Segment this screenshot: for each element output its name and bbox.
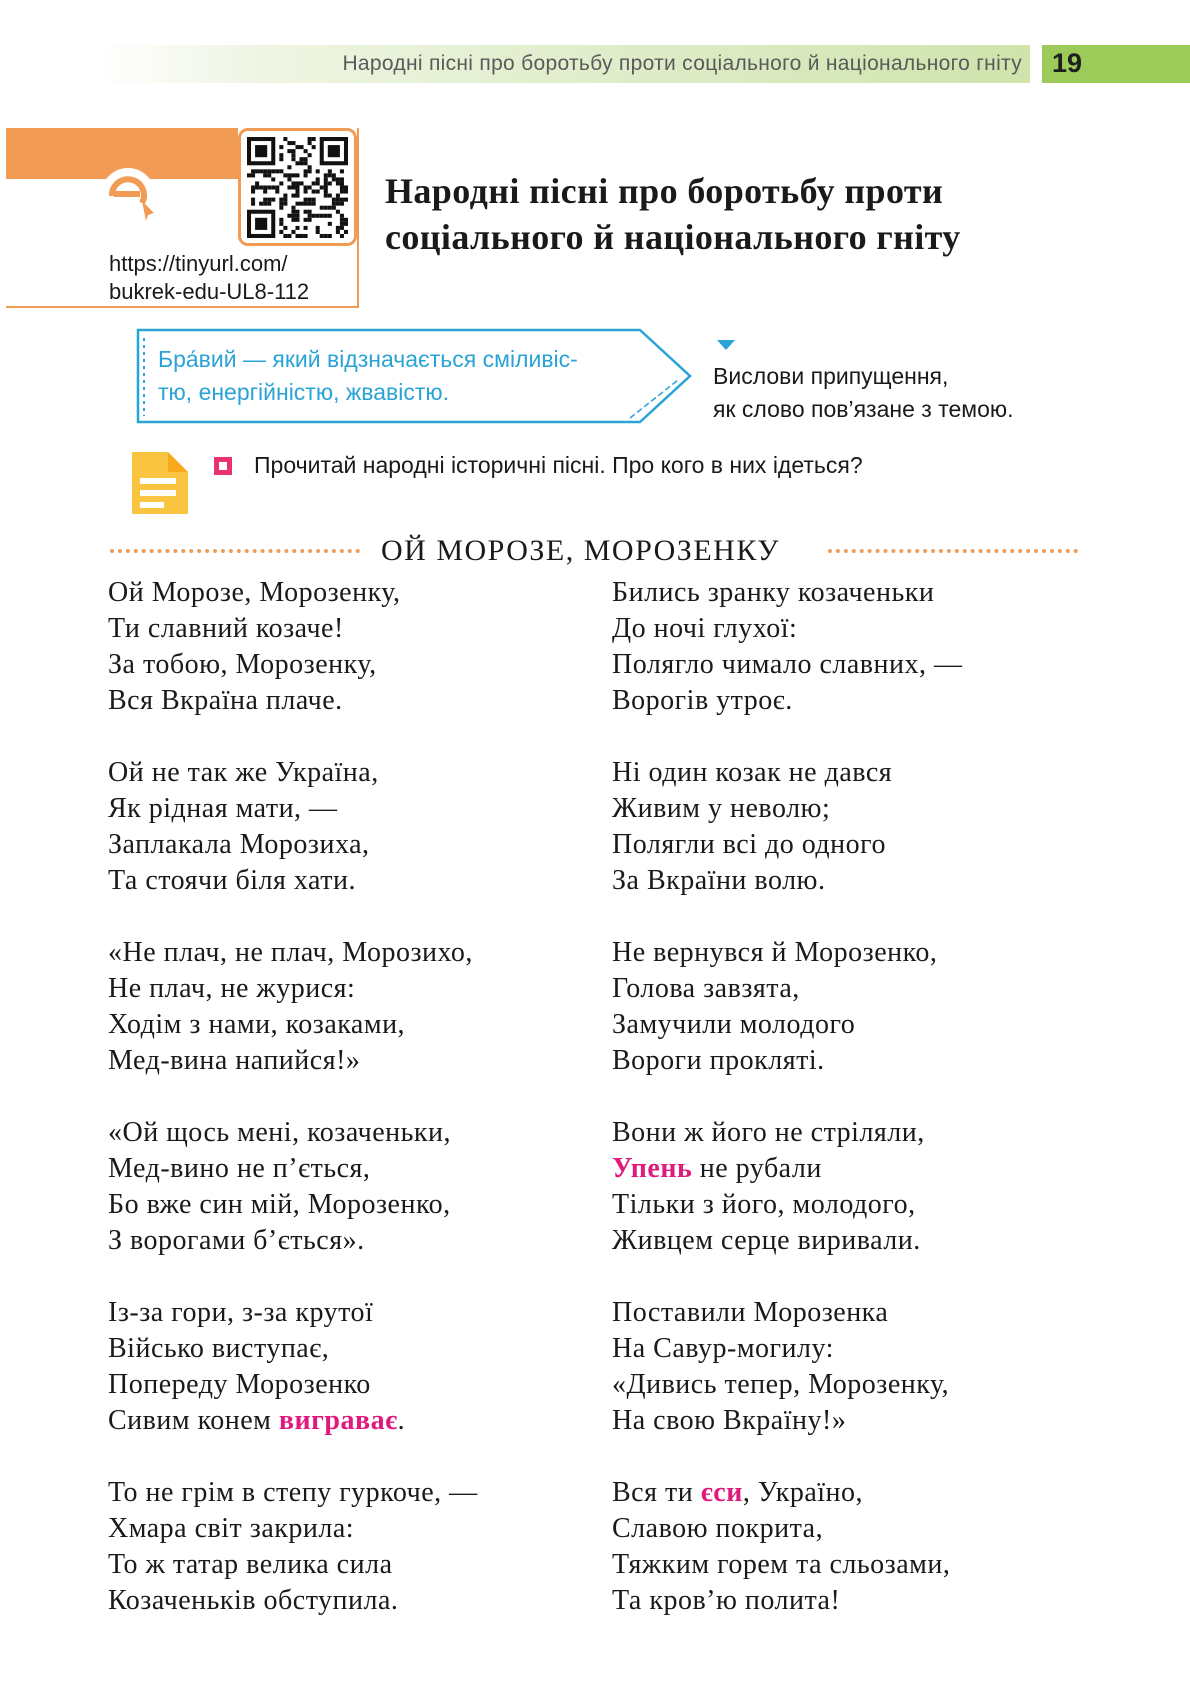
poem-line: Вся Вкраїна плаче. [108, 685, 343, 716]
poem-line: Бо вже син мій, Морозенко, [108, 1189, 451, 1220]
poem-line: Мед-вино не п’ється, [108, 1153, 371, 1184]
poem-line-text: Вся ти [612, 1477, 701, 1508]
poem-line: Із-за гори, з-за крутої [108, 1297, 374, 1328]
title-dots-right [828, 549, 1078, 553]
page-title-line1: Народні пісні про боротьбу проти [385, 171, 944, 211]
poem-line: За тобою, Морозенку, [108, 649, 377, 680]
poem-line: Військо виступає, [108, 1333, 330, 1364]
poem-line: До ночі глухої: [612, 613, 798, 644]
stanza [612, 575, 1082, 719]
poem-line-text: не рубали [692, 1153, 822, 1184]
poem-line: Та кров’ю полита! [612, 1585, 841, 1616]
resource-url-line1: https://tinyurl.com/ [109, 251, 288, 276]
poem-line: З ворогами б’ється». [108, 1225, 365, 1256]
poem-line: На свою Вкраїну!» [612, 1405, 847, 1436]
stanza [108, 935, 578, 1079]
poem-line: Ворогів утроє. [612, 685, 793, 716]
stanza [108, 1115, 578, 1259]
poem-line: «Дивись тепер, Морозенку, [612, 1369, 950, 1400]
stanza [108, 755, 578, 899]
poem-line: Не плач, не журися: [108, 973, 356, 1004]
poem-line: На Савур-могилу: [612, 1333, 834, 1364]
poem-line: Тяжким горем та сльозами, [612, 1549, 951, 1580]
poem-line: То не грім в степу гуркоче, — [108, 1477, 478, 1508]
running-header [95, 45, 1030, 83]
poem-line: Не вернувся й Морозенко, [612, 937, 938, 968]
resource-url[interactable] [109, 250, 309, 306]
poem-line-text: Сивим конем [108, 1405, 279, 1436]
poem-title: ОЙ МОРОЗЕ, МОРОЗЕНКУ [381, 534, 780, 567]
poem-line: Козаченьків обступила. [108, 1585, 399, 1616]
poem-line: «Ой щось мені, козаченьки, [108, 1117, 451, 1148]
stanza [108, 1295, 578, 1439]
poem-line: Тільки з його, молодого, [612, 1189, 916, 1220]
running-header-title: Народні пісні про боротьбу проти соціального й національного гніту [342, 52, 1022, 75]
page-number: 19 [1052, 48, 1083, 78]
poem-line: Ой не так же Україна, [108, 757, 379, 788]
poem-line: За Вкраїни волю. [612, 865, 826, 896]
poem-line: Голова завзята, [612, 973, 800, 1004]
poem-line [108, 1403, 578, 1439]
stanza [612, 1475, 1082, 1619]
stanza [612, 1295, 1082, 1439]
poem-line: Заплакала Морозиха, [108, 829, 370, 860]
poem-line: Полягли всі до одного [612, 829, 886, 860]
poem-line: Полягло чимало славних, — [612, 649, 963, 680]
poem-line: Замучили молодого [612, 1009, 856, 1040]
stanza [612, 1115, 1082, 1259]
stanza [108, 575, 578, 719]
poem-line: Ой Морозе, Морозенку, [108, 577, 401, 608]
page-title-line2: соціального й національного гніту [385, 217, 961, 257]
stanza [612, 755, 1082, 899]
triangle-marker-icon [717, 340, 735, 352]
poem-line: Попереду Морозенко [108, 1369, 371, 1400]
poem-line: «Не плач, не плач, Морозихо, [108, 937, 473, 968]
glossary-word: єси [700, 1477, 743, 1508]
poem-line-text: . [397, 1405, 406, 1436]
poem-line: Ти славний козаче! [108, 613, 344, 644]
poem-line: Та стоячи біля хати. [108, 865, 356, 896]
poem-line: Живим у неволю; [612, 793, 831, 824]
vocabulary-definition-line1: — який відзначається сміливіс- [236, 346, 578, 372]
title-dots-left [110, 549, 360, 553]
reading-task-icon [128, 448, 192, 518]
poem-line [612, 1151, 1082, 1187]
qr-code[interactable] [238, 128, 357, 246]
stanza [612, 935, 1082, 1079]
hint-line1: Вислови припущення, [713, 363, 949, 389]
task-bullet-icon [214, 457, 232, 475]
poem-line: Бились зранку козаченьки [612, 577, 935, 608]
poem-line [612, 1475, 1082, 1511]
resource-url-line2: bukrek-edu-UL8-112 [109, 279, 310, 304]
poem-line: Мед-вина напийся!» [108, 1045, 361, 1076]
poem-line-text: , Україно, [742, 1477, 864, 1508]
poem-line: Вони ж його не стріляли, [612, 1117, 925, 1148]
page-title [385, 168, 961, 260]
poem-line: То ж татар велика сила [108, 1549, 393, 1580]
poem-column-left [108, 575, 578, 1655]
poem-line: Як рідная мати, — [108, 793, 338, 824]
stanza [108, 1475, 578, 1619]
poem-line: Поставили Морозенка [612, 1297, 889, 1328]
poem-line: Живцем серце виривали. [612, 1225, 921, 1256]
poem-line: Ходім з нами, козаками, [108, 1009, 406, 1040]
glossary-word: виграває [278, 1405, 398, 1436]
glossary-word: Упень [612, 1153, 693, 1184]
poem-column-right [612, 575, 1082, 1655]
hint-line2: як слово пов’язане з темою. [713, 396, 1014, 422]
vocabulary-word: Бра́вий [158, 346, 237, 372]
task-text: Прочитай народні історичні пісні. Про кого в них ідеться? [254, 452, 863, 478]
e-resource-icon [98, 165, 164, 225]
page-number-badge [1042, 45, 1190, 83]
vocabulary-definition-line2: тю, енергійністю, жвавістю. [158, 379, 450, 405]
poem-line: Славою покрита, [612, 1513, 824, 1544]
poem-line: Ні один козак не дався [612, 757, 893, 788]
poem-line: Вороги прокляті. [612, 1045, 825, 1076]
poem-line: Хмара світ закрила: [108, 1513, 355, 1544]
hint-text [713, 360, 1014, 426]
vocabulary-definition [158, 343, 653, 409]
